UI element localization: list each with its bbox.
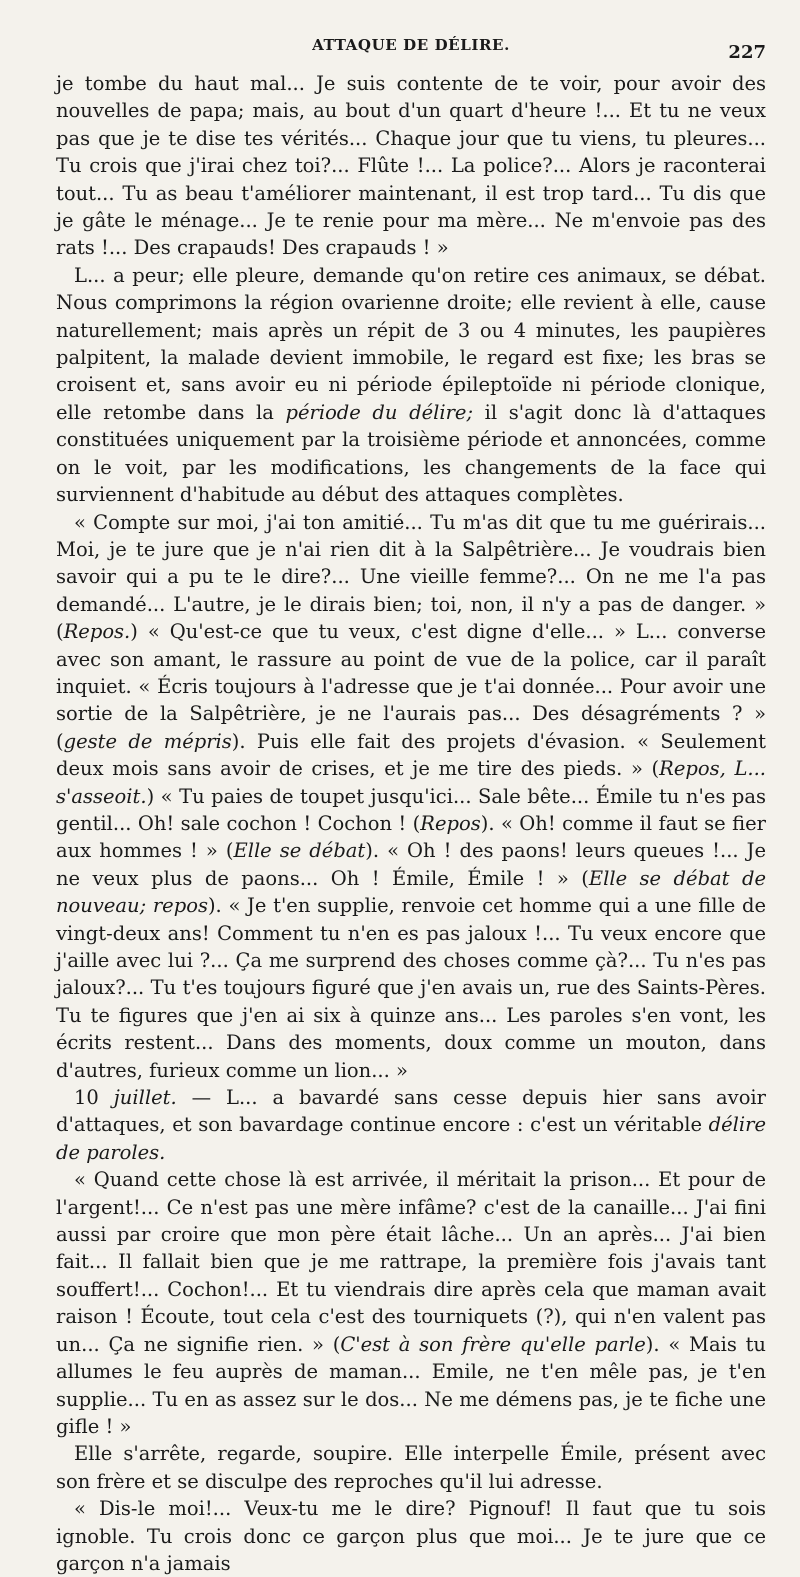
text-run: je tombe du haut mal... Je suis contente de te voir, pour avoir des nouvelles de papa; mais, au bout d'un quart d'heure !... Et tu ne veux pas que je te dise tes vérités... Chaque jour que tu viens, tu pleures... Tu crois que j'irai chez toi?... Flûte !... La police?... Alors je raconterai tout... Tu as beau t'améliorer maintenant, il est trop tard... Tu dis que je gâte le ménage... Je te renie pour ma mère... Ne m'envoie pas des rats !... Des crapauds! Des crapauds ! » xyxy=(56,72,766,260)
text-run: ). « Je t'en supplie, renvoie cet homme qui a une fille de vingt-deux ans! Comment tu n'en es pas jaloux !... Tu veux encore que j'aille avec lui ?... Ça me surprend des choses comme çà?... Tu n'es pas jaloux?... Tu t'es toujours figuré que j'en avais un, rue des Saints-Pères. Tu te figures que j'en ai six à quinze ans... Les paroles s'en vont, les écrits restent... Dans des moments, doux comme un mouton, dans d'autres, furieux comme un lion... » xyxy=(56,894,766,1082)
italic-text: Repos xyxy=(420,811,481,835)
text-run: « Compte sur moi, j'ai ton amitié... Tu m'as dit que tu me guérirais... Moi, je te jure que je n'ai rien dit à la Salpêtrière... Je voudrais bien savoir qui a pu te le dire?... Une vieille femme?... On ne me l'a pas demandé... L'autre, je le dirais bien; toi, non, il n'y a pas de danger. » ( xyxy=(56,510,766,644)
italic-text: délire de paroles. xyxy=(56,1113,766,1164)
paragraph xyxy=(56,1166,766,1440)
paragraph xyxy=(56,1495,766,1577)
paragraph xyxy=(56,262,766,509)
text-run: Elle s'arrête, regarde, soupire. Elle interpelle Émile, présent avec son frère et se disculpe des reproches qu'il lui adresse. xyxy=(56,1442,766,1493)
text-run: « Dis-le moi!... Veux-tu me le dire? Pignouf! Il faut que tu sois ignoble. Tu crois donc ce garçon plus que moi... Je te jure que ce garçon n'a jamais xyxy=(56,1497,766,1575)
text-run: ) « Tu paies de toupet jusqu'ici... Sale bête... Émile tu n'es pas gentil... Oh! sale cochon ! Cochon ! ( xyxy=(56,784,766,835)
paragraph xyxy=(56,1084,766,1166)
text-run: ). « Oh ! des paons! leurs queues !... Je ne veux plus de paons... Oh ! Émile, Émile ! » ( xyxy=(56,839,766,890)
italic-text: Elle se débat de nouveau; repos xyxy=(56,866,766,918)
text-run: L... a peur; elle pleure, demande qu'on retire ces animaux, se débat. Nous comprimons la région ovarienne droite; elle revient à elle, cause naturellement; mais après un répit de 3 ou 4 minutes, les paupières palpitent, la malade devient immobile, le regard est fixe; les bras se croisent et, sans avoir eu ni période épileptoïde ni période clonique, elle retombe dans la xyxy=(56,263,766,424)
paragraph xyxy=(56,1440,766,1495)
running-title: ATTAQUE DE DÉLIRE. xyxy=(312,36,510,54)
paragraph xyxy=(56,70,766,262)
italic-text: Repos. xyxy=(63,620,131,644)
italic-text: période du délire; xyxy=(285,400,474,424)
paragraph xyxy=(56,509,766,1085)
body-text xyxy=(56,70,766,1577)
text-run: ). Puis elle fait des projets d'évasion. « Seulement deux mois sans avoir de crises, et je me tire des pieds. » ( xyxy=(56,729,766,781)
text-run: — L... a bavardé sans cesse depuis hier sans avoir d'attaques, et son bavardage continue encore : c'est un véritable xyxy=(56,1086,766,1137)
italic-text: C'est à son frère qu'elle parle xyxy=(340,1332,646,1356)
italic-text: geste de mépris xyxy=(63,729,232,753)
page-number: 227 xyxy=(728,42,766,63)
italic-text: juillet. xyxy=(113,1086,177,1110)
text-run: ) « Qu'est-ce que tu veux, c'est digne d'elle... » L... converse avec son amant, le rassure au point de vue de la police, car il paraît inquiet. « Écris toujours à l'adresse que je t'ai donnée... Pour avoir une sortie de la Salpêtrière, je ne l'aurais pas... Des désagréments ? » ( xyxy=(56,620,766,753)
page-header xyxy=(56,30,766,64)
text-run: « Quand cette chose là est arrivée, il méritait la prison... Et pour de l'argent!... Ce n'est pas une mère infâme? c'est de la canaille... J'ai fini aussi par croire que mon père était lâche... Un an après... J'ai bien fait... Il fallait bien que je me rattrape, la première fois j'avais tant souffert!... Cochon!... Et tu viendrais dire après cela que maman avait raison ! Écoute, tout cela c'est des tourniquets (?), qui n'en valent pas un... Ça ne signifie rien. » ( xyxy=(56,1168,766,1356)
text-run: ). « Oh! comme il faut se fier aux hommes ! » ( xyxy=(56,811,766,863)
italic-text: Repos, L... s'asseoit. xyxy=(56,757,766,808)
italic-text: Elle se débat xyxy=(233,839,366,863)
text-run: 10 xyxy=(74,1086,114,1110)
text-run: il s'agit donc là d'attaques constituées uniquement par la troisième période et annoncées, comme on le voit, par les modifications, les changements de la face qui surviennent d'habitude au début des attaques complètes. xyxy=(56,400,766,507)
text-run: ). « Mais tu allumes le feu auprès de maman... Emile, ne t'en mêle pas, je t'en supplie... Tu en as assez sur le dos... Ne me démens pas, je te fiche une gifle ! » xyxy=(56,1332,766,1438)
